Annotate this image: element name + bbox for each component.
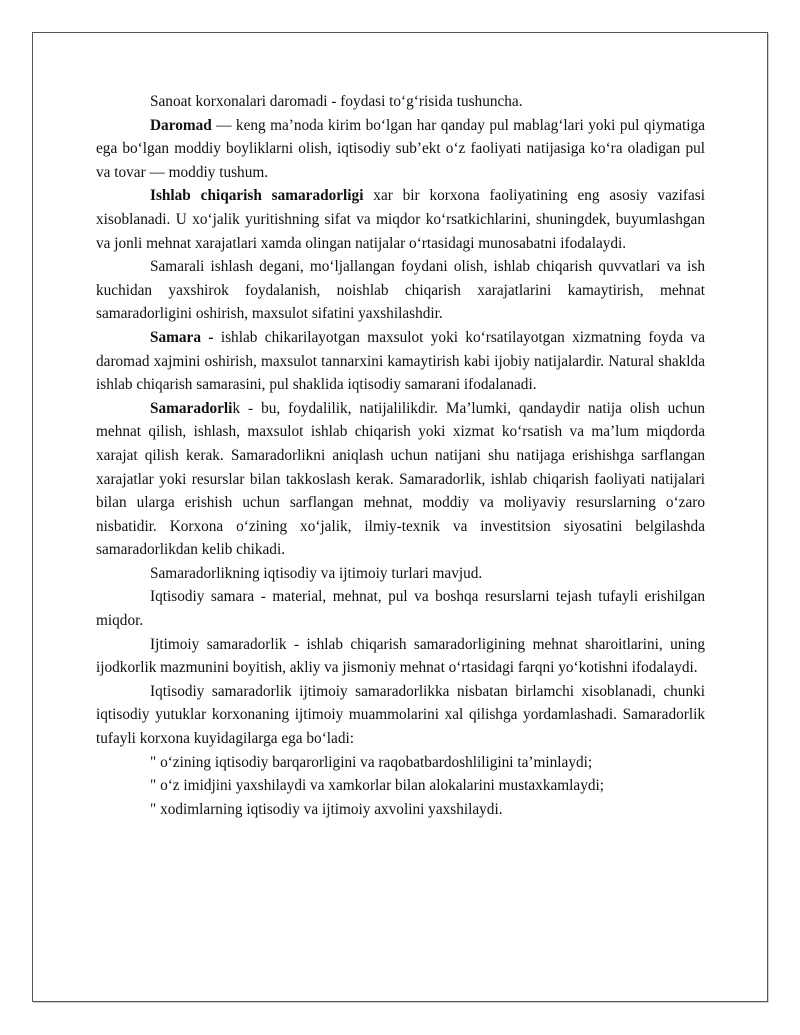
- document-body: [96, 90, 705, 821]
- paragraph-text: Sanoat korxonalari daromadi - foydasi to‘g‘risida tushuncha.: [150, 93, 523, 110]
- paragraph: [96, 90, 705, 114]
- paragraph-text: — keng ma’noda kirim bo‘lgan har qanday pul mablag‘lari yoki pul qiymatiga ega bo‘lgan moddiy boyliklarni olish, iqtisodiy sub’ekt o‘z faoliyati natijasiga ko‘ra oladigan pul va tovar — moddiy tushum.: [96, 116, 705, 181]
- paragraph-text: Iqtisodiy samaradorlik ijtimoiy samaradorlikka nisbatan birlamchi xisoblanadi, chunki iqtisodiy yutuklar korxonaning ijtimoiy muammolarini xal qilishga yordamlashadi. Samaradorlik tufayli korxona kuyidagilarga ega bo‘ladi:: [96, 682, 705, 748]
- list-item: [96, 774, 705, 798]
- bold-term: Samara -: [150, 328, 214, 346]
- paragraph-text: " o‘zining iqtisodiy barqarorligini va raqobatbardoshliligini ta’minlaydi;: [150, 753, 593, 771]
- list-item: [96, 751, 705, 775]
- paragraph: [96, 633, 705, 680]
- paragraph-text: " o‘z imidjini yaxshilaydi va xamkorlar bilan alokalarini mustaxkamlaydi;: [150, 777, 604, 795]
- paragraph-text: " xodimlarning iqtisodiy va ijtimoiy axvolini yaxshilaydi.: [150, 800, 503, 818]
- paragraph: [96, 397, 705, 562]
- paragraph-text: k - bu, foydalilik, natijalilikdir. Ma’lumki, qandaydir natija olish uchun mehnat qilish, ishlash, maxsulot ishlab chiqarish yoki xizmat ko‘rsatish va ma’lum miqdorda xarajat qilish kerak. Samaradorlikni aniqlash uchun natijani shu natijaga erishishga sarflangan xarajatlar yoki resurslar bilan takkoslash kerak. Samaradorlik, ishlab chiqarish faoliyati natijalari bilan ularga erishish uchun sarflangan mehnat, moddiy va moliyaviy resurslarning o‘zaro nisbatidir. Korxona o‘zining xo‘jalik, ilmiy-texnik va investitsion siyosatini belgilashda samaradorlikdan kelib chikadi.: [96, 399, 705, 559]
- paragraph-text: Ijtimoiy samaradorlik - ishlab chiqarish samaradorligining mehnat sharoitlarini, uning ijodkorlik mazmunini boyitish, akliy va jismoniy mehnat o‘rtasidagi farqni yo‘kotishni ifodalaydi.: [96, 635, 705, 677]
- paragraph: [96, 184, 705, 255]
- paragraph-text: Samaradorlikning iqtisodiy va ijtimoiy turlari mavjud.: [150, 564, 483, 582]
- paragraph: [96, 585, 705, 632]
- paragraph-text: ishlab chikarilayotgan maxsulot yoki ko‘rsatilayotgan xizmatning foyda va daromad xajmini oshirish, maxsulot tannarxini kamaytirish kabi ijobiy natijalardir. Natural shaklda ishlab chiqarish samarasini, pul shaklida iqtisodiy samarani ifodalanadi.: [96, 328, 705, 394]
- paragraph-text: xar bir korxona faoliyatining eng asosiy vazifasi xisoblanadi. U xo‘jalik yuritishning sifat va miqdor ko‘rsatkichlarini, shuningdek, buyumlashgan va jonli mehnat xarajatlari xamda olingan natijalar o‘rtasidagi munosabatni ifodalaydi.: [96, 187, 705, 252]
- list-item: [96, 798, 705, 822]
- paragraph: [96, 562, 705, 586]
- paragraph-text: Samarali ishlash degani, mo‘ljallangan foydani olish, ishlab chiqarish quvvatlari va ish kuchidan yaxshirok foydalanish, noishlab chiqarish xarajatlarini kamaytirish, mehnat samaradorligini oshirish, maxsulot sifatini yaxshilashdir.: [96, 258, 705, 323]
- bold-term: Daromad: [150, 116, 212, 134]
- paragraph: [96, 114, 705, 185]
- paragraph: [96, 326, 705, 397]
- bold-term: Ishlab chiqarish samaradorligi: [150, 187, 364, 205]
- paragraph-text: Iqtisodiy samara - material, mehnat, pul va boshqa resurslarni tejash tufayli erishilgan miqdor.: [96, 588, 705, 630]
- paragraph: [96, 255, 705, 326]
- bold-term: Samaradorli: [150, 399, 233, 417]
- paragraph: [96, 680, 705, 751]
